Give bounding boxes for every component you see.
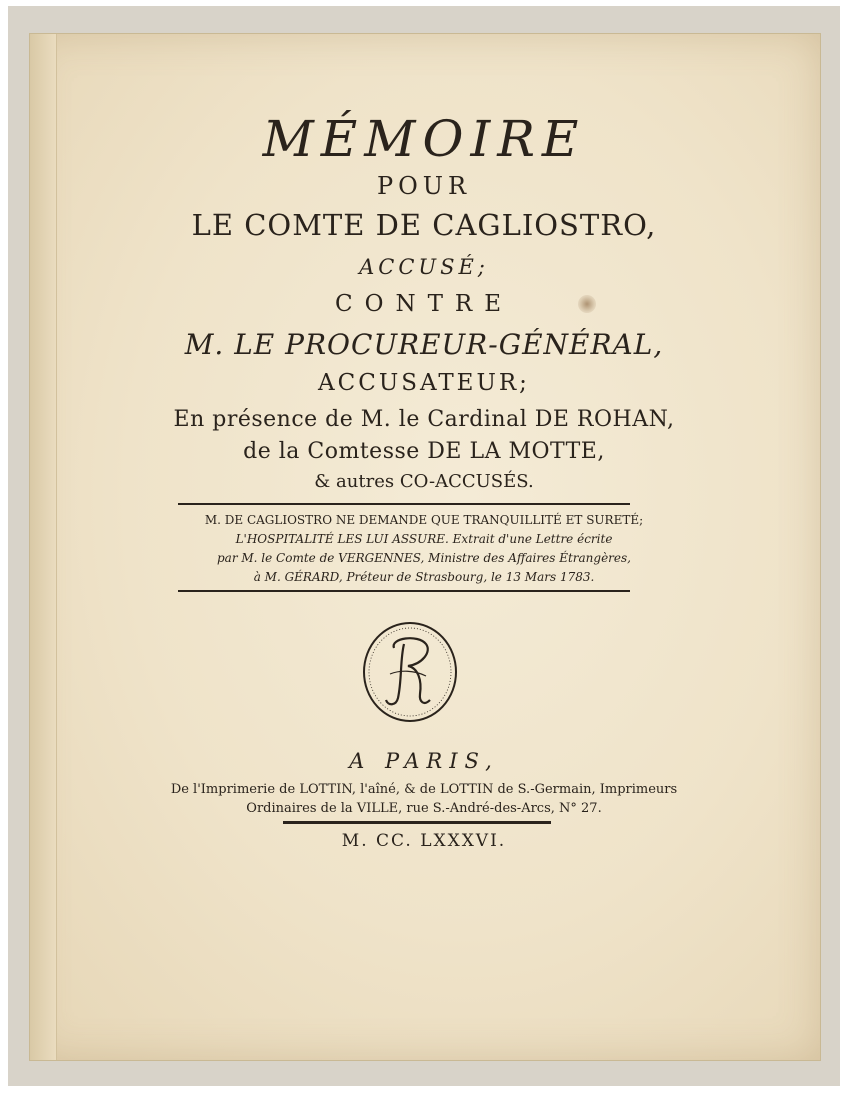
imprint-city: A PARIS, <box>349 749 499 773</box>
monogram-r-icon <box>360 620 460 724</box>
comtesse-line: de la Comtesse DE LA MOTTE, <box>243 439 605 464</box>
epigraph-line-4: à M. GÉRARD, Préteur de Strasbourg, le 13 Mars 1783. <box>253 570 595 584</box>
printer-line-2: Ordinaires de la VILLE, rue S.-André-des-Arcs, N° 27. <box>246 801 602 816</box>
printer-line-1: De l'Imprimerie de LOTTIN, l'aîné, & de LOTTIN de S.-Germain, Imprimeurs <box>170 782 678 797</box>
subject-line: LE COMTE DE CAGLIOSTRO, <box>191 208 657 242</box>
presence-line: En présence de M. le Cardinal DE ROHAN, <box>173 407 675 432</box>
epigraph-bottom-rule <box>178 590 630 592</box>
opponent-status: ACCUSATEUR; <box>318 370 530 396</box>
publication-date: M. CC. LXXXVI. <box>341 831 507 851</box>
title: MÉMOIRE <box>262 110 586 168</box>
epigraph-line-3: par M. le Comte de VERGENNES, Ministre des Affaires Étrangères, <box>216 551 631 565</box>
contre-line: CONTRE <box>334 291 514 317</box>
epigraph-top-rule <box>178 503 630 505</box>
epigraph-line-1: M. DE CAGLIOSTRO NE DEMANDE QUE TRANQUILLITÉ ET SURETÉ; <box>204 513 644 527</box>
others-line: & autres CO-ACCUSÉS. <box>314 471 534 492</box>
opponent-line: M. LE PROCUREUR-GÉNÉRAL, <box>184 328 664 361</box>
epigraph-line-2: L'HOSPITALITÉ LES LUI ASSURE. Extrait d'une Lettre écrite <box>235 532 613 546</box>
imprint-rule <box>283 821 551 824</box>
pour-line: POUR <box>376 172 472 200</box>
subject-status: ACCUSÉ; <box>359 255 489 279</box>
